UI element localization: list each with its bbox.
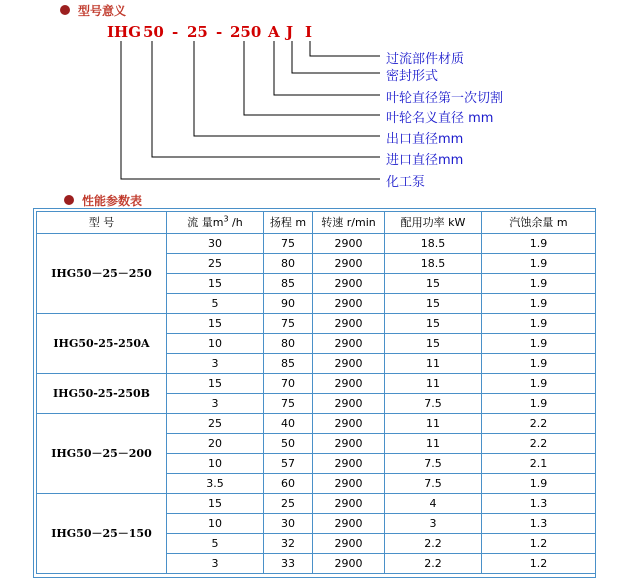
code-connector-lines bbox=[0, 0, 623, 200]
performance-table bbox=[36, 211, 596, 574]
cell-model: IHG50－25－250 bbox=[37, 234, 167, 314]
header-npsh: 汽蚀余量 m bbox=[482, 212, 596, 234]
header-power: 配用功率 kW bbox=[385, 212, 482, 234]
cell-speed: 2900 bbox=[313, 234, 385, 254]
cell-speed: 2900 bbox=[313, 314, 385, 334]
legend-material: 过流部件材质 bbox=[386, 52, 465, 67]
cell-flow: 5 bbox=[167, 294, 264, 314]
cell-flow: 15 bbox=[167, 494, 264, 514]
cell-model: IHG50－25－200 bbox=[37, 414, 167, 494]
cell-speed: 2900 bbox=[313, 494, 385, 514]
cell-speed: 2900 bbox=[313, 394, 385, 414]
cell-speed: 2900 bbox=[313, 454, 385, 474]
params-title: 性能参数表 bbox=[82, 194, 143, 208]
code-dash-2: - bbox=[216, 23, 223, 41]
cell-flow: 3.5 bbox=[167, 474, 264, 494]
cell-head: 30 bbox=[264, 514, 313, 534]
cell-npsh: 1.9 bbox=[482, 334, 596, 354]
cell-power: 3 bbox=[385, 514, 482, 534]
cell-power: 11 bbox=[385, 374, 482, 394]
code-outlet: 25 bbox=[187, 23, 208, 41]
cell-npsh: 1.9 bbox=[482, 274, 596, 294]
cell-head: 32 bbox=[264, 534, 313, 554]
cell-speed: 2900 bbox=[313, 354, 385, 374]
cell-head: 75 bbox=[264, 314, 313, 334]
cell-flow: 10 bbox=[167, 514, 264, 534]
cell-flow: 25 bbox=[167, 254, 264, 274]
cell-head: 57 bbox=[264, 454, 313, 474]
cell-head: 80 bbox=[264, 254, 313, 274]
cell-npsh: 2.2 bbox=[482, 434, 596, 454]
cell-npsh: 1.9 bbox=[482, 234, 596, 254]
cell-speed: 2900 bbox=[313, 414, 385, 434]
cell-power: 7.5 bbox=[385, 474, 482, 494]
cell-power: 18.5 bbox=[385, 254, 482, 274]
code-ihg: IHG bbox=[107, 23, 141, 41]
header-speed: 转速 r/min bbox=[313, 212, 385, 234]
cell-power: 11 bbox=[385, 354, 482, 374]
cell-flow: 15 bbox=[167, 374, 264, 394]
cell-power: 11 bbox=[385, 414, 482, 434]
cell-npsh: 1.9 bbox=[482, 314, 596, 334]
model-meaning-title: 型号意义 bbox=[78, 4, 127, 18]
cell-model: IHG50－25－150 bbox=[37, 494, 167, 574]
cell-npsh: 2.2 bbox=[482, 414, 596, 434]
cell-head: 75 bbox=[264, 394, 313, 414]
cell-head: 80 bbox=[264, 334, 313, 354]
header-flow bbox=[167, 212, 264, 234]
cell-speed: 2900 bbox=[313, 294, 385, 314]
cell-npsh: 1.2 bbox=[482, 534, 596, 554]
cell-flow: 3 bbox=[167, 394, 264, 414]
legend-impeller-diameter: 叶轮名义直径 mm bbox=[386, 111, 494, 126]
cell-flow: 3 bbox=[167, 354, 264, 374]
cell-npsh: 1.2 bbox=[482, 554, 596, 574]
table-row bbox=[37, 494, 596, 514]
cell-power: 15 bbox=[385, 274, 482, 294]
code-inlet: 50 bbox=[143, 23, 164, 41]
table-row bbox=[37, 234, 596, 254]
table-row bbox=[37, 414, 596, 434]
cell-flow: 10 bbox=[167, 334, 264, 354]
cell-speed: 2900 bbox=[313, 254, 385, 274]
cell-npsh: 1.9 bbox=[482, 254, 596, 274]
cell-model: IHG50-25-250B bbox=[37, 374, 167, 414]
cell-power: 15 bbox=[385, 294, 482, 314]
cell-power: 2.2 bbox=[385, 554, 482, 574]
cell-head: 85 bbox=[264, 274, 313, 294]
header-flow-label: 流 量m bbox=[187, 216, 224, 229]
legend-inlet-diameter: 进口直径mm bbox=[386, 153, 464, 168]
cell-model: IHG50-25-250A bbox=[37, 314, 167, 374]
cell-flow: 30 bbox=[167, 234, 264, 254]
cell-npsh: 2.1 bbox=[482, 454, 596, 474]
code-material: I bbox=[305, 23, 313, 41]
cell-npsh: 1.9 bbox=[482, 474, 596, 494]
cell-speed: 2900 bbox=[313, 514, 385, 534]
cell-speed: 2900 bbox=[313, 554, 385, 574]
cell-power: 18.5 bbox=[385, 234, 482, 254]
cell-speed: 2900 bbox=[313, 474, 385, 494]
code-dash-1: - bbox=[172, 23, 179, 41]
cell-power: 7.5 bbox=[385, 394, 482, 414]
cell-head: 40 bbox=[264, 414, 313, 434]
cell-npsh: 1.9 bbox=[482, 394, 596, 414]
cell-head: 60 bbox=[264, 474, 313, 494]
cell-power: 15 bbox=[385, 334, 482, 354]
cell-head: 25 bbox=[264, 494, 313, 514]
header-flow-sup: 3 bbox=[223, 214, 229, 224]
cell-head: 33 bbox=[264, 554, 313, 574]
cell-flow: 3 bbox=[167, 554, 264, 574]
legend-impeller-cut: 叶轮直径第一次切割 bbox=[386, 91, 504, 106]
cell-speed: 2900 bbox=[313, 274, 385, 294]
cell-flow: 20 bbox=[167, 434, 264, 454]
cell-power: 4 bbox=[385, 494, 482, 514]
cell-speed: 2900 bbox=[313, 534, 385, 554]
table-row bbox=[37, 374, 596, 394]
cell-head: 75 bbox=[264, 234, 313, 254]
header-head: 扬程 m bbox=[264, 212, 313, 234]
cell-flow: 25 bbox=[167, 414, 264, 434]
header-flow-unit: /h bbox=[228, 216, 243, 229]
cell-flow: 15 bbox=[167, 274, 264, 294]
cell-head: 85 bbox=[264, 354, 313, 374]
cell-power: 2.2 bbox=[385, 534, 482, 554]
cell-power: 11 bbox=[385, 434, 482, 454]
header-model: 型 号 bbox=[37, 212, 167, 234]
cell-head: 90 bbox=[264, 294, 313, 314]
cell-power: 7.5 bbox=[385, 454, 482, 474]
cell-flow: 10 bbox=[167, 454, 264, 474]
legend-outlet-diameter: 出口直径mm bbox=[386, 132, 464, 147]
code-seal: J bbox=[286, 23, 294, 41]
code-impeller: 250 bbox=[230, 23, 262, 41]
cell-speed: 2900 bbox=[313, 434, 385, 454]
cell-head: 70 bbox=[264, 374, 313, 394]
cell-npsh: 1.9 bbox=[482, 354, 596, 374]
cell-flow: 5 bbox=[167, 534, 264, 554]
cell-npsh: 1.9 bbox=[482, 374, 596, 394]
cell-npsh: 1.3 bbox=[482, 494, 596, 514]
cell-flow: 15 bbox=[167, 314, 264, 334]
table-row bbox=[37, 314, 596, 334]
cell-npsh: 1.3 bbox=[482, 514, 596, 534]
bullet-icon bbox=[64, 195, 74, 205]
cell-npsh: 1.9 bbox=[482, 294, 596, 314]
cell-power: 15 bbox=[385, 314, 482, 334]
table-header-row bbox=[37, 212, 596, 234]
cell-speed: 2900 bbox=[313, 334, 385, 354]
cell-speed: 2900 bbox=[313, 374, 385, 394]
code-cut: A bbox=[268, 23, 280, 41]
legend-chemical-pump: 化工泵 bbox=[386, 175, 426, 190]
legend-seal: 密封形式 bbox=[386, 69, 439, 84]
cell-head: 50 bbox=[264, 434, 313, 454]
